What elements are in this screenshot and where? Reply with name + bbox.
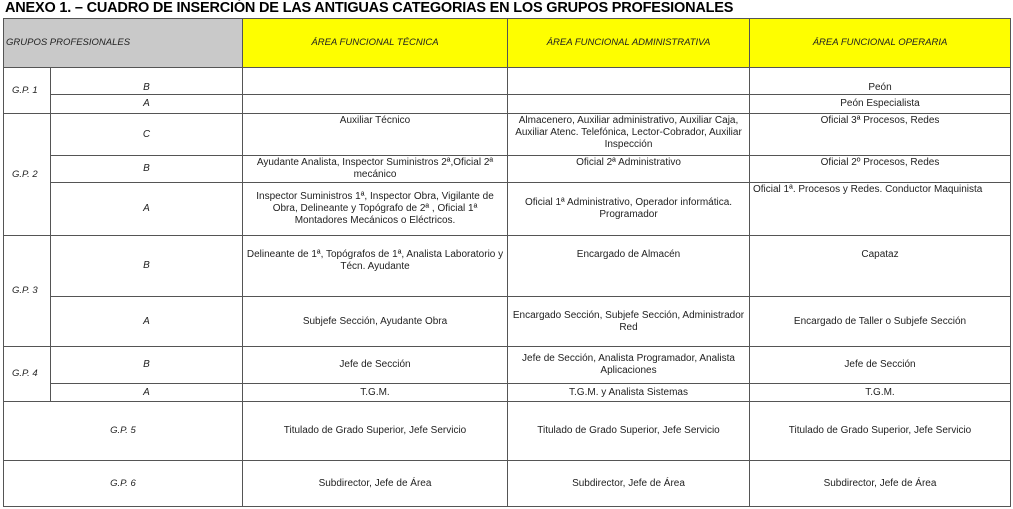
cell-tecnica: Jefe de Sección bbox=[243, 347, 508, 384]
page-title: ANEXO 1. – CUADRO DE INSERCIÓN DE LAS ANTIGUAS CATEGORIAS EN LOS GRUPOS PROFESIONALES bbox=[5, 0, 734, 16]
cell-administrativa: Jefe de Sección, Analista Programador, Analista Aplicaciones bbox=[508, 347, 750, 384]
level-label: A bbox=[51, 183, 243, 236]
cell-operaria: Oficial 2º Procesos, Redes bbox=[750, 156, 1011, 183]
table-row bbox=[4, 236, 1011, 297]
table-row bbox=[4, 68, 1011, 95]
cell-operaria: Oficial 3ª Procesos, Redes bbox=[750, 114, 1011, 156]
gp2-label: G.P. 2 bbox=[4, 114, 51, 236]
table-row bbox=[4, 95, 1011, 114]
cell-operaria: Subdirector, Jefe de Área bbox=[750, 461, 1011, 507]
table-row bbox=[4, 461, 1011, 507]
gp6-label: G.P. 6 bbox=[4, 461, 243, 507]
cell-operaria: Titulado de Grado Superior, Jefe Servicio bbox=[750, 402, 1011, 461]
cell-administrativa: Titulado de Grado Superior, Jefe Servicio bbox=[508, 402, 750, 461]
cell-administrativa: Encargado Sección, Subjefe Sección, Administrador Red bbox=[508, 297, 750, 347]
header-administrativa: ÁREA FUNCIONAL ADMINISTRATIVA bbox=[508, 19, 750, 68]
header-row bbox=[4, 19, 1011, 68]
cell-tecnica: Subjefe Sección, Ayudante Obra bbox=[243, 297, 508, 347]
table-row bbox=[4, 156, 1011, 183]
header-operaria: ÁREA FUNCIONAL OPERARIA bbox=[750, 19, 1011, 68]
level-label: B bbox=[51, 156, 243, 183]
gp4-label: G.P. 4 bbox=[4, 347, 51, 402]
cell-operaria: Capataz bbox=[750, 236, 1011, 297]
gp3-label: G.P. 3 bbox=[4, 236, 51, 347]
cell-administrativa: T.G.M. y Analista Sistemas bbox=[508, 384, 750, 402]
level-label: A bbox=[51, 297, 243, 347]
header-grupos: GRUPOS PROFESIONALES bbox=[4, 19, 243, 68]
table-row bbox=[4, 114, 1011, 156]
cell-tecnica bbox=[243, 95, 508, 114]
cell-administrativa: Oficial 2ª Administrativo bbox=[508, 156, 750, 183]
cell-operaria: Peón Especialista bbox=[750, 95, 1011, 114]
cell-tecnica: Auxiliar Técnico bbox=[243, 114, 508, 156]
cell-administrativa: Almacenero, Auxiliar administrativo, Auxiliar Caja, Auxiliar Atenc. Telefónica, Lector-Cobrador, Auxiliar Inspección bbox=[508, 114, 750, 156]
level-label: B bbox=[51, 236, 243, 297]
table-row bbox=[4, 297, 1011, 347]
cell-operaria: Encargado de Taller o Subjefe Sección bbox=[750, 297, 1011, 347]
cell-operaria: Oficial 1ª. Procesos y Redes. Conductor Maquinista bbox=[750, 183, 1011, 236]
table-row bbox=[4, 183, 1011, 236]
categories-table bbox=[3, 18, 1011, 507]
cell-tecnica: Delineante de 1ª, Topógrafos de 1ª, Analista Laboratorio y Técn. Ayudante bbox=[243, 236, 508, 297]
cell-administrativa: Oficial 1ª Administrativo, Operador informática. Programador bbox=[508, 183, 750, 236]
cell-tecnica: T.G.M. bbox=[243, 384, 508, 402]
cell-tecnica: Titulado de Grado Superior, Jefe Servicio bbox=[243, 402, 508, 461]
gp5-label: G.P. 5 bbox=[4, 402, 243, 461]
cell-tecnica: Inspector Suministros 1ª, Inspector Obra, Vigilante de Obra, Delineante y Topógrafo de 2ª , Oficial 1ª Montadores Mecánicos o Eléctricos. bbox=[243, 183, 508, 236]
cell-administrativa bbox=[508, 68, 750, 95]
cell-operaria: Peón bbox=[750, 68, 1011, 95]
level-label: C bbox=[51, 114, 243, 156]
table-row bbox=[4, 347, 1011, 384]
cell-tecnica bbox=[243, 68, 508, 95]
table-row bbox=[4, 384, 1011, 402]
cell-administrativa: Encargado de Almacén bbox=[508, 236, 750, 297]
cell-operaria: T.G.M. bbox=[750, 384, 1011, 402]
header-tecnica: ÁREA FUNCIONAL TÉCNICA bbox=[243, 19, 508, 68]
cell-tecnica: Subdirector, Jefe de Área bbox=[243, 461, 508, 507]
cell-tecnica: Ayudante Analista, Inspector Suministros 2ª,Oficial 2ª mecánico bbox=[243, 156, 508, 183]
table-row bbox=[4, 402, 1011, 461]
level-label: A bbox=[51, 95, 243, 114]
level-label: B bbox=[51, 68, 243, 95]
cell-operaria: Jefe de Sección bbox=[750, 347, 1011, 384]
gp1-label: G.P. 1 bbox=[4, 68, 51, 114]
level-label: B bbox=[51, 347, 243, 384]
cell-administrativa: Subdirector, Jefe de Área bbox=[508, 461, 750, 507]
level-label: A bbox=[51, 384, 243, 402]
cell-administrativa bbox=[508, 95, 750, 114]
